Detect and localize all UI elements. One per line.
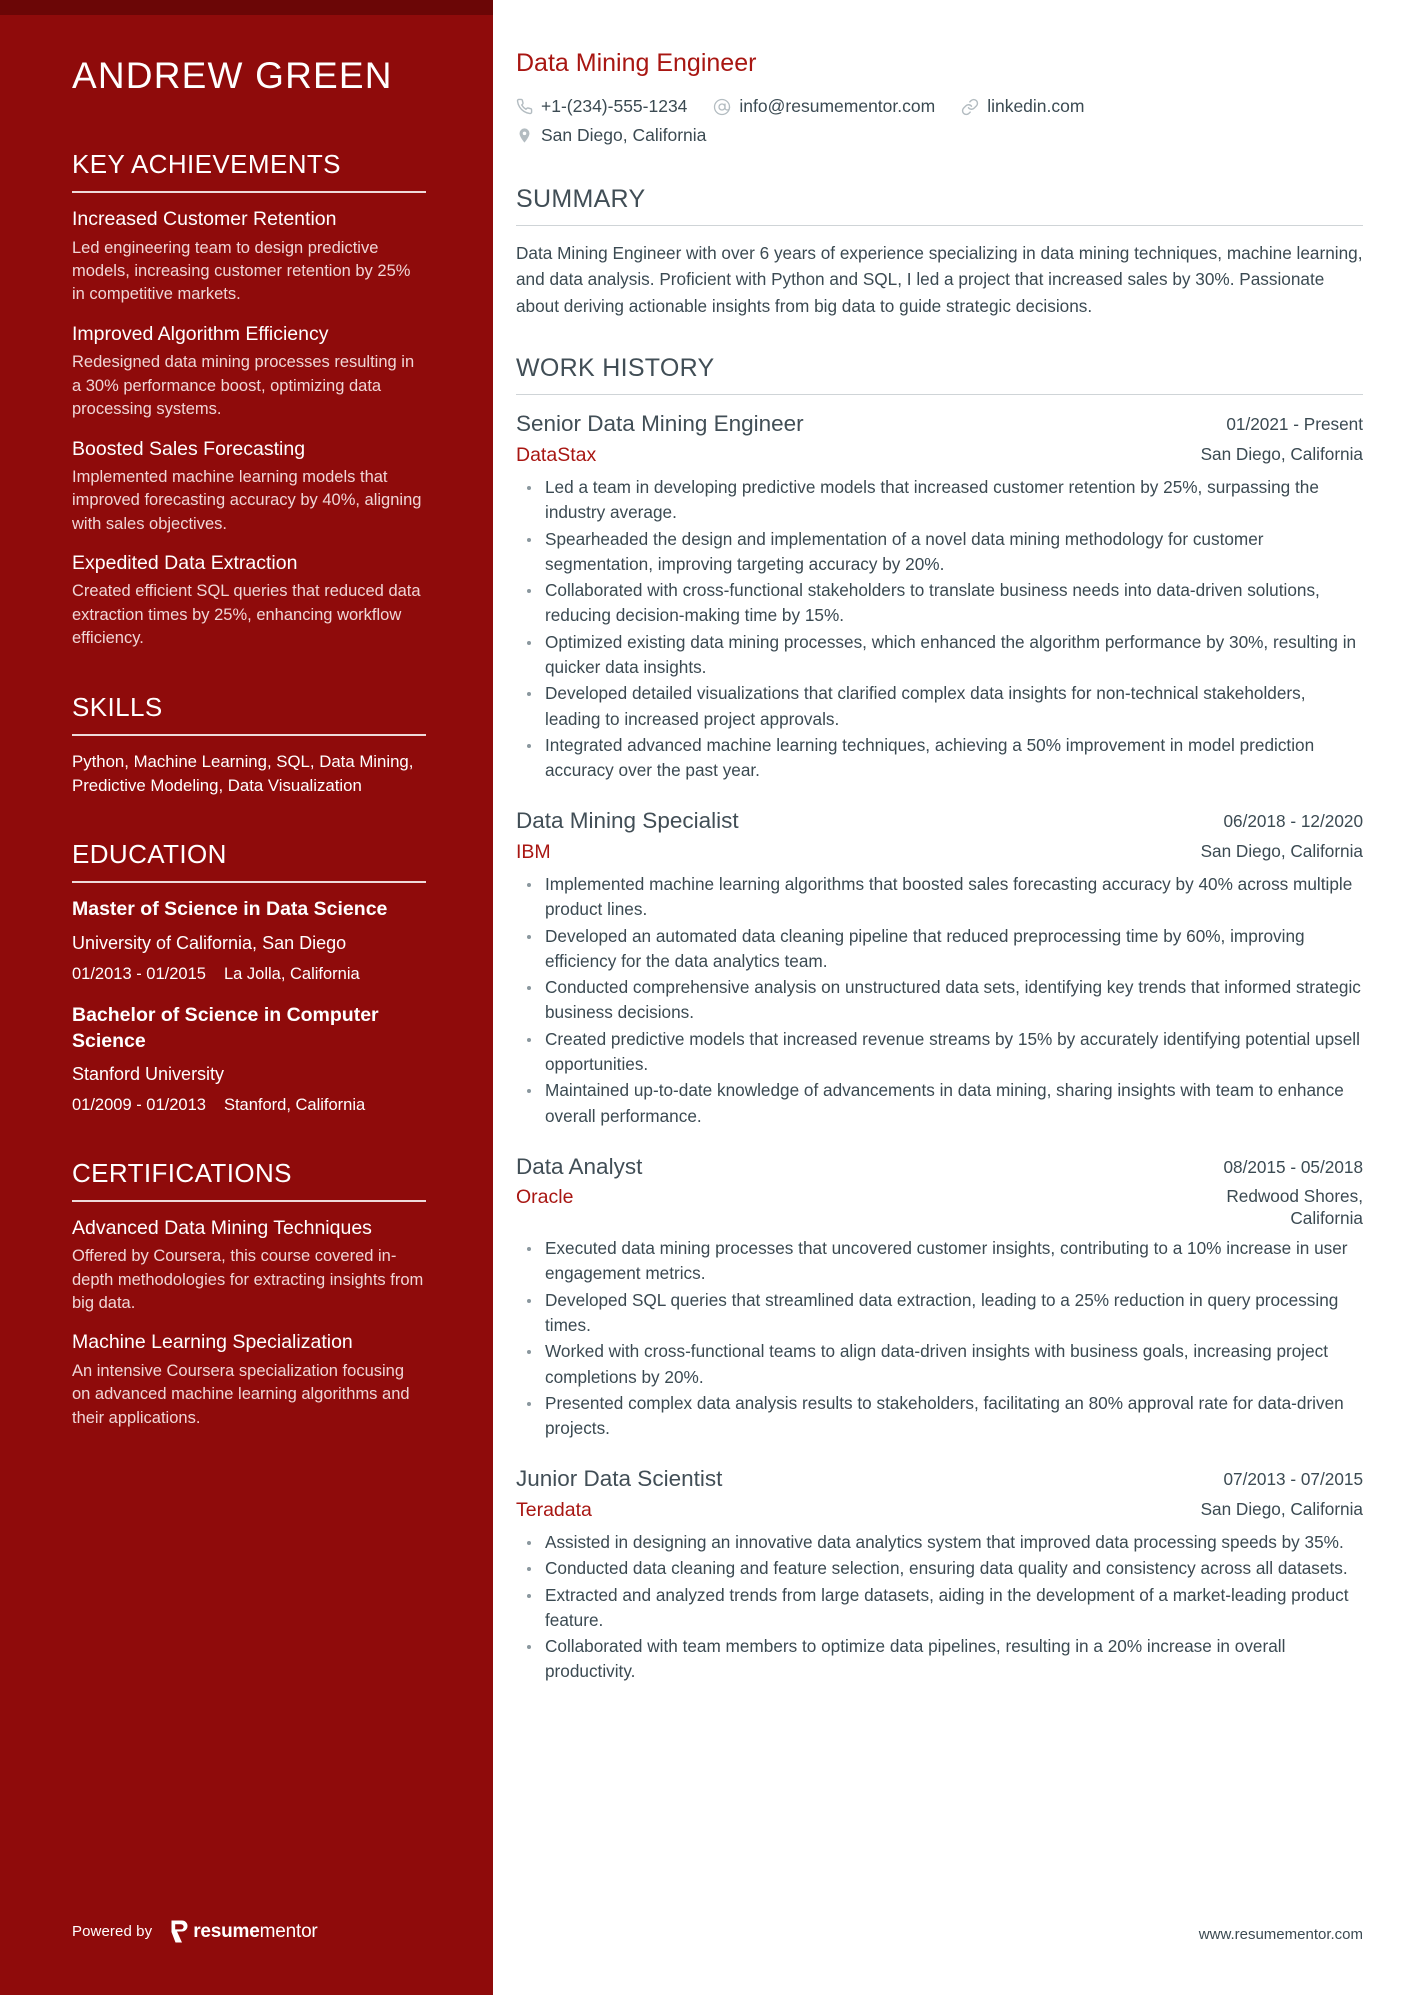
- education-degree: Master of Science in Data Science: [72, 898, 388, 921]
- headline-job-title: Data Mining Engineer: [516, 49, 757, 77]
- certification-description: Offered by Coursera, this course covered in-depth methodologies for extracting insights from big data.: [72, 1247, 424, 1312]
- job-bullet: Extracted and analyzed trends from large datasets, aiding in the development of a market-leading product feature.: [516, 1583, 1363, 1634]
- footer-website-url: www.resumementor.com: [1198, 1926, 1363, 1943]
- sidebar-top-accent-bar: [0, 0, 493, 15]
- achievement-title: Expedited Data Extraction: [72, 552, 298, 575]
- job-dates: 06/2018 - 12/2020: [1223, 811, 1363, 832]
- sidebar: [0, 0, 493, 1995]
- contact-email[interactable]: [713, 93, 935, 120]
- contact-location: [516, 122, 706, 149]
- education-heading: EDUCATION: [72, 839, 227, 870]
- achievement-item: [72, 322, 426, 422]
- job-dates: 07/2013 - 07/2015: [1223, 1469, 1363, 1490]
- achievement-description: Led engineering team to design predictive models, increasing customer retention by 25% in competitive markets.: [72, 238, 411, 304]
- contact-row-primary: [516, 93, 1363, 120]
- heading-divider: [72, 191, 426, 193]
- job-company: Oracle: [516, 1186, 574, 1209]
- job-bullet-list: [516, 1530, 1363, 1685]
- job-location: Redwood Shores, California: [1226, 1186, 1363, 1229]
- section-key-achievements: [72, 150, 426, 650]
- education-dates: 01/2009 - 01/2013: [72, 1096, 206, 1115]
- contact-linkedin-text: linkedin.com: [987, 96, 1085, 117]
- education-item: [72, 1003, 426, 1117]
- job-company: IBM: [516, 840, 551, 863]
- link-icon: [961, 98, 979, 116]
- job-location: San Diego, California: [1200, 840, 1363, 861]
- job-company: DataStax: [516, 443, 597, 466]
- achievement-item: [72, 207, 426, 307]
- contact-phone-text: +1-(234)-555-1234: [541, 96, 688, 117]
- job-company: Teradata: [516, 1498, 592, 1521]
- achievement-item: [72, 551, 426, 651]
- work-history-entry: [516, 806, 1363, 1128]
- phone-icon: [516, 98, 533, 115]
- job-bullet: Conducted data cleaning and feature selection, ensuring data quality and consistency across all datasets.: [516, 1556, 1363, 1581]
- sidebar-footer: [72, 1920, 318, 1943]
- section-summary: [516, 184, 1363, 319]
- achievement-title: Boosted Sales Forecasting: [72, 437, 306, 460]
- achievement-title: Improved Algorithm Efficiency: [72, 322, 329, 345]
- education-location: La Jolla, California: [223, 964, 360, 983]
- education-degree: Bachelor of Science in Computer Science: [72, 1004, 379, 1052]
- job-bullet: Collaborated with team members to optimize data pipelines, resulting in a 20% increase in overall productivity.: [516, 1634, 1363, 1685]
- heading-divider: [72, 1200, 426, 1202]
- contact-row-secondary: [516, 122, 1363, 149]
- job-title: Junior Data Scientist: [516, 1466, 723, 1492]
- education-school: University of California, San Diego: [72, 932, 347, 953]
- education-dates: 01/2013 - 01/2015: [72, 964, 206, 983]
- certification-item: [72, 1216, 426, 1316]
- job-bullet: Integrated advanced machine learning techniques, achieving a 50% improvement in model prediction accuracy over the past year.: [516, 733, 1363, 784]
- resumementor-mark-icon: [171, 1920, 188, 1943]
- brand-light: mentor: [259, 1920, 318, 1942]
- achievement-description: Redesigned data mining processes resulting in a 30% performance boost, optimizing data processing systems.: [72, 353, 415, 419]
- contact-linkedin[interactable]: [961, 93, 1084, 120]
- skills-heading: SKILLS: [72, 691, 163, 722]
- heading-divider: [72, 881, 426, 883]
- job-title: Senior Data Mining Engineer: [516, 411, 804, 437]
- contact-phone[interactable]: [516, 93, 687, 120]
- location-icon: [516, 127, 533, 144]
- email-icon: [713, 98, 731, 116]
- work-history-entry: [516, 1152, 1363, 1442]
- job-bullet: Optimized existing data mining processes, which enhanced the algorithm performance by 30%, resulting in quicker data insights.: [516, 630, 1363, 681]
- heading-divider: [516, 225, 1363, 227]
- job-bullet: Created predictive models that increased revenue streams by 15% by accurately identifying potential upsell opportunities.: [516, 1027, 1363, 1078]
- section-work-history: [516, 353, 1363, 1685]
- job-bullet: Conducted comprehensive analysis on unstructured data sets, identifying key trends that informed strategic business decisions.: [516, 975, 1363, 1026]
- contact-location-text: San Diego, California: [541, 125, 707, 146]
- certification-description: An intensive Coursera specialization focusing on advanced machine learning algorithms and their applications.: [72, 1361, 410, 1427]
- candidate-name: ANDREW GREEN: [72, 55, 393, 96]
- certification-item: [72, 1330, 426, 1430]
- contact-email-text: info@resumementor.com: [739, 96, 936, 117]
- job-bullet: Assisted in designing an innovative data analytics system that improved data processing speeds by 35%.: [516, 1530, 1363, 1555]
- skills-list: Python, Machine Learning, SQL, Data Mining, Predictive Modeling, Data Visualization: [72, 751, 414, 795]
- brand-bold: resume: [193, 1920, 260, 1942]
- job-title: Data Analyst: [516, 1153, 643, 1179]
- work-history-heading: WORK HISTORY: [516, 353, 715, 382]
- work-history-entry: [516, 409, 1363, 783]
- job-dates: 01/2021 - Present: [1226, 414, 1363, 435]
- education-school: Stanford University: [72, 1064, 225, 1085]
- job-bullet: Worked with cross-functional teams to align data-driven insights with business goals, increasing project completions by 20%.: [516, 1339, 1363, 1390]
- heading-divider: [72, 734, 426, 736]
- job-bullet-list: [516, 1236, 1363, 1441]
- resumementor-wordmark: [193, 1921, 317, 1943]
- education-location: Stanford, California: [223, 1096, 366, 1115]
- job-bullet: Maintained up-to-date knowledge of advancements in data mining, sharing insights with team to enhance overall performance.: [516, 1078, 1363, 1129]
- job-title: Data Mining Specialist: [516, 808, 739, 834]
- job-bullet: Developed an automated data cleaning pipeline that reduced preprocessing time by 60%, improving efficiency for the data analytics team.: [516, 924, 1363, 975]
- job-location: San Diego, California: [1200, 1498, 1363, 1519]
- job-dates: 08/2015 - 05/2018: [1223, 1156, 1363, 1177]
- job-bullet: Implemented machine learning algorithms that boosted sales forecasting accuracy by 40% across multiple product lines.: [516, 872, 1363, 923]
- achievement-title: Increased Customer Retention: [72, 208, 337, 231]
- job-bullet: Developed detailed visualizations that clarified complex data insights for non-technical stakeholders, leading to increased project approvals.: [516, 681, 1363, 732]
- education-meta: [72, 964, 426, 985]
- job-bullet: Led a team in developing predictive models that increased customer retention by 25%, surpassing the industry average.: [516, 475, 1363, 526]
- resumementor-logo: [171, 1920, 317, 1943]
- certification-title: Advanced Data Mining Techniques: [72, 1216, 372, 1239]
- job-location: San Diego, California: [1200, 443, 1363, 464]
- key-achievements-heading: KEY ACHIEVEMENTS: [72, 149, 341, 180]
- main-content: [493, 0, 1410, 1995]
- job-bullet: Spearheaded the design and implementation of a novel data mining methodology for customer segmentation, improving targeting accuracy by 20%.: [516, 527, 1363, 578]
- achievement-description: Implemented machine learning models that improved forecasting accuracy by 40%, aligning with sales objectives.: [72, 467, 422, 533]
- certification-title: Machine Learning Specialization: [72, 1331, 353, 1354]
- heading-divider: [516, 394, 1363, 396]
- section-certifications: [72, 1159, 426, 1430]
- education-item: [72, 897, 426, 985]
- summary-heading: SUMMARY: [516, 184, 646, 213]
- job-bullet-list: [516, 872, 1363, 1129]
- section-education: [72, 840, 426, 1117]
- achievement-description: Created efficient SQL queries that reduced data extraction times by 25%, enhancing workflow efficiency.: [72, 582, 421, 648]
- job-bullet: Developed SQL queries that streamlined data extraction, leading to a 25% reduction in query processing times.: [516, 1288, 1363, 1339]
- job-bullet-list: [516, 475, 1363, 783]
- achievement-item: [72, 437, 426, 537]
- section-skills: [72, 693, 426, 799]
- certifications-heading: CERTIFICATIONS: [72, 1157, 292, 1188]
- summary-text: Data Mining Engineer with over 6 years of experience specializing in data mining techniques, machine learning, and data analysis. Proficient with Python and SQL, I led a project that increased sales by 30%. Passionate about deriving actionable insights from big data to guide strategic decisions.: [516, 243, 1363, 316]
- job-bullet: Presented complex data analysis results to stakeholders, facilitating an 80% approval rate for data-driven projects.: [516, 1391, 1363, 1442]
- work-history-entry: [516, 1464, 1363, 1684]
- education-meta: [72, 1095, 426, 1116]
- powered-by-label: Powered by: [72, 1923, 153, 1940]
- job-bullet: Collaborated with cross-functional stakeholders to translate business needs into data-driven solutions, reducing decision-making time by 15%.: [516, 578, 1363, 629]
- job-bullet: Executed data mining processes that uncovered customer insights, contributing to a 10% increase in user engagement metrics.: [516, 1236, 1363, 1287]
